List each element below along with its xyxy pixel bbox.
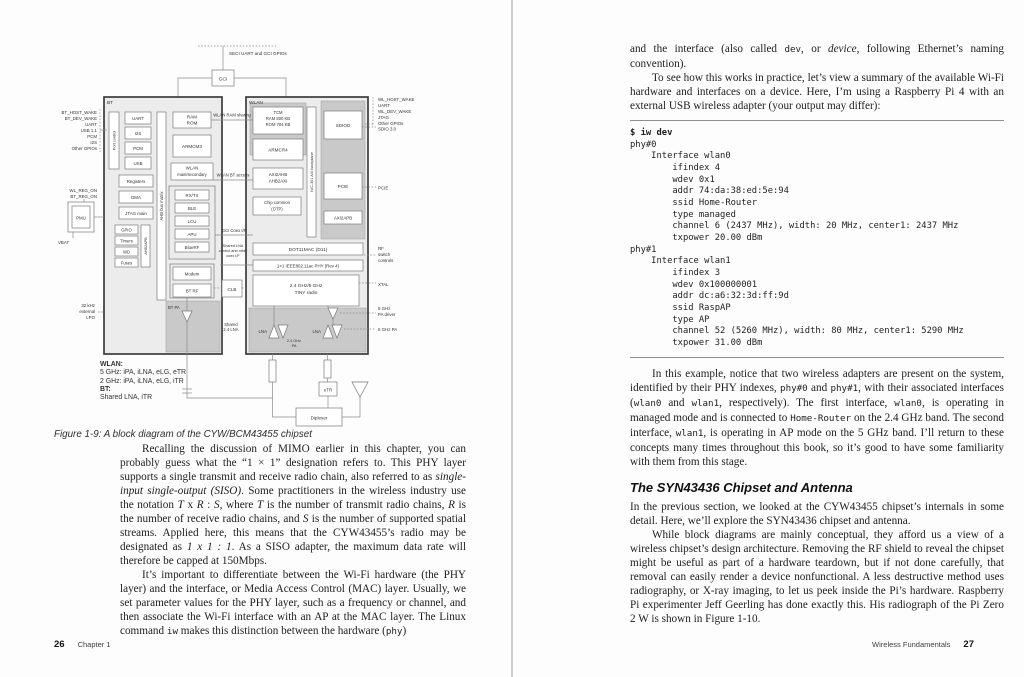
pin-other-gpios-right: Other GPIOs	[378, 121, 404, 126]
gci-box-label: GCI	[218, 77, 228, 83]
paragraph: To see how this works in practice, let’s view a summary of the available Wi-Fi hardware and interfaces on a device. Here, I’m using a Raspberry Pi 4 with an external USB wireless adapter (your output may differ):	[630, 72, 1004, 112]
right-page-footer	[872, 639, 974, 650]
rxtx-box: RX/TX	[185, 193, 199, 198]
ahb2apb-label: AHB2APB	[144, 237, 148, 255]
resistor-icon	[269, 360, 276, 382]
pin-sdio30: SDIO 3.0	[378, 126, 397, 132]
pin-xtal: XTAL	[378, 282, 389, 287]
right-page	[512, 0, 1024, 677]
uart-box: UART	[132, 116, 144, 121]
paragraph: In the previous section, we looked at the CYW43455 chipset’s internals in some detail. Here, we’ll explore the SYN43436 chipset and antenna.	[630, 501, 1004, 528]
gpio-box: GPIO	[121, 227, 132, 233]
pcm-box: PCM	[133, 146, 143, 151]
left-page-footer	[54, 639, 111, 650]
gci-section	[178, 46, 287, 97]
radio-label2: TINY radio	[294, 291, 318, 296]
chapter-label: Chapter 1	[77, 640, 111, 649]
antenna-icon	[352, 382, 368, 397]
bluerf-box: BlueRF	[184, 245, 200, 250]
pin-wl-reg-on: WL_REG_ON	[69, 188, 97, 193]
pin-pa-driver1: 5 GHz	[378, 306, 391, 311]
dma-box: DMA	[131, 195, 141, 200]
nic301-backplane-label: NIC-301 AXI backplane	[310, 152, 314, 192]
ram-label: RAM	[186, 114, 198, 120]
wlan-main-label1: WLAN	[185, 165, 199, 171]
clb-box: CLB	[227, 287, 237, 292]
shared-24-lna-label2: 2.4 LNA	[223, 327, 239, 332]
pin-i2s: I2S	[90, 140, 97, 145]
legend-wlan-5ghz: 5 GHz: iPA, iLNA, eLG, eTR	[100, 369, 187, 377]
legend-bt-title: BT:	[100, 385, 111, 393]
seci-label: SECI UART and GCI GPIOs	[229, 51, 287, 56]
pin-other-gpios-left: Other GPIOs	[71, 146, 97, 151]
chip-common-label2: (OTP)	[271, 206, 283, 212]
usb-box: USB	[133, 161, 143, 166]
fuses-box: Fuses	[120, 260, 133, 266]
ble-box: BLE	[187, 206, 197, 211]
tcm-label1: TCM	[273, 110, 283, 115]
lna-label-24: LNA	[258, 329, 267, 334]
pin-bt-host-wake: BT_HOST_WAKE	[61, 110, 97, 115]
bt-block-title: BT	[107, 101, 114, 106]
wlan-main-label2: main/secondary	[177, 172, 207, 177]
wlan-ram-sharing-label: WLAN RAM sharing	[213, 112, 251, 118]
modem-box: Modem	[184, 271, 200, 277]
pin-jtag: JTAG	[378, 115, 389, 120]
diplexer-box: Diplexer	[310, 415, 328, 421]
pin-rf-switch3: controls	[378, 258, 394, 263]
page-number: 26	[54, 639, 65, 650]
bt-block	[104, 97, 222, 354]
pin-lpo2: external	[79, 309, 95, 314]
chip-common-label1: Chip common	[264, 200, 290, 205]
section-heading: The SYN43436 Chipset and Antenna	[630, 480, 853, 496]
pin-usb11: USB 1.1	[80, 128, 97, 133]
rom-label: ROM	[186, 120, 198, 126]
pin-rf-switch1: RF	[378, 246, 384, 251]
armcr4-box: ARMCR4	[268, 147, 288, 153]
left-external-pins	[58, 109, 107, 320]
paragraph: In this example, notice that two wireless adapters are present on the system, identified by their PHY indexes, phy#0 and phy#1, with their associated interfaces (wlan0 and wlan1, respectively). The first interface, wlan0, is operating in managed mode and is connected to Home-Router on the 2.4 GHz band. The second interface, wlan1, is operating in AP mode on the 5 GHz band. I’ll return to these concepts many times throughout this book, so it’s good to have some familiarity with them from this stage.	[630, 368, 1005, 469]
wlan-block	[246, 97, 368, 354]
tcm-label2: RAM 800 KB	[265, 116, 291, 121]
page-gutter	[511, 0, 513, 677]
armcm3-box: ARMCM3	[182, 144, 202, 149]
pin-pcie: PCIE	[378, 185, 389, 191]
paragraph: While block diagrams are mainly conceptual, they afford us a view of a wireless chipset’s design architecture. Removing the RF shield to reveal the chipset might be useful as part of a hardware teardown, but if not done carefully, that removal can easily render a device nonfunctional. A less destructive method uses radiography, or X-ray imaging, to let us peek inside the Pi’s hardware. Raspberry Pi experimenter Jeff Geerling has done exactly this. His radiograph of the Pi Zero 2 W is shown in Figure 1-10.	[630, 529, 1004, 626]
pcie-box: PCIE	[337, 184, 349, 189]
pin-rf-switch2: switch	[378, 252, 391, 257]
port-control-label: Port control	[112, 130, 117, 151]
lcu-box: LCU	[187, 219, 197, 224]
pin-uart-right: UART	[378, 103, 390, 108]
legend-bt-line: Shared LNA, iTR	[100, 394, 153, 402]
tcm-label3: ROM 704 KB	[265, 122, 291, 127]
pin-pa-driver2: PA driver	[378, 312, 396, 317]
pa24-label2: PA	[291, 344, 297, 348]
wlan-bt-access-label: WLAN BT access	[216, 172, 250, 178]
axi2ahb-label2: AHB2AXI	[268, 178, 288, 184]
pin-bt-reg-on: BT_REG_ON	[70, 194, 97, 199]
resistor-icon	[324, 360, 331, 378]
rf-front-end	[182, 354, 368, 426]
radio-label1: 2.4 GHz/5 GHz	[289, 284, 323, 289]
pin-bt-dev-wake: BT_DEV_WAKE	[64, 116, 97, 121]
gci-coex-label: GCI Coex I/F	[221, 228, 247, 233]
paragraph: Recalling the discussion of MIMO earlier in this chapter, you can probably guess what the “1 × 1” designation refers to. This PHY layer supports a single transmit and receive radio chain, also referred to as single-input single-output (SISO). Some practitioners in the wireless industry use the notation T x R : S, where T is the number of transmit radio chains, R is the number of receive radio chains, and S is the number of supported spatial streams. Applied here, this means that the CYW43455’s radio may be designated as 1 x 1 : 1. As a SISO adapter, the maximum data rate will therefore be capped at 150Mbps.	[120, 443, 467, 567]
axi2apb-wlan-box: AXI2APB	[333, 215, 353, 221]
axi2ahb-label1: AXI2AHB	[268, 172, 288, 177]
pin-uart: UART	[85, 122, 97, 127]
legend-wlan-2ghz: 2 GHz: iPA, iLNA, eLG, iTR	[100, 377, 184, 385]
pin-pcm: PCM	[87, 134, 97, 139]
pin-lpo1: 32 kHz	[81, 303, 95, 308]
pmu-box: PMU	[76, 215, 86, 221]
pa24-label1: 2.4 GHz	[287, 339, 301, 343]
etr-box: eTR	[323, 387, 333, 393]
shared-lna-label3: coex I/F	[226, 254, 240, 258]
phy-row-box: 1×1 IEEE802.11ac PHY (Rev 4)	[276, 263, 340, 269]
shared-lna-label1: Shared LNA	[222, 244, 244, 248]
shared-24-lna-label1: Shared	[224, 322, 238, 327]
pin-pa5: 5 GHz PA	[378, 327, 398, 332]
lna-label-5: LNA	[312, 329, 321, 334]
terminal-listing: $ iw dev phy#0 Interface wlan0 ifindex 4 wdev 0x1 addr 74:da:38:ed:5e:94 ssid Home-Router type managed channel 6 (2437 MHz), width: 20 MHz, center1: 2437 MHz txpower 20.00 dBm phy#1 Interface wlan1 ifindex 3 wdev 0x100000001 addr dc:a6:32:3d:ff:9d ssid RaspAP type AP channel 52 (5260 MHz), width: 80 MHz, center1: 5290 MHz txpower 31.00 dBm	[630, 120, 1004, 358]
paragraph: and the interface (also called dev, or device, following Ethernet’s naming convention).	[630, 43, 1004, 70]
figure-caption: Figure 1-9: A block diagram of the CYW/BCM43455 chipset	[54, 429, 312, 440]
shared-lna-label2: control and other	[218, 249, 248, 253]
page-number: 27	[963, 639, 974, 650]
pin-wl-host-wake: WL_HOST_WAKE	[378, 97, 415, 102]
pin-vbat: VBAT	[58, 240, 70, 245]
paragraph: It’s important to differentiate between the Wi-Fi hardware (the PHY layer) and the interface, or Media Access Control (MAC) layer. Usually, we set parameter values for the PHY layer, such as a frequency or channel, and then associate the Wi-Fi interface with an AP at the MAC layer. The Linux command iw makes this distinction between the hardware (phy)	[120, 569, 466, 637]
figure-legend	[100, 361, 186, 402]
i2s-box: I2S	[134, 131, 142, 136]
legend-wlan-title: WLAN:	[100, 361, 123, 368]
jtag-main-box: JTAG main	[125, 211, 147, 216]
section-label: Wireless Fundamentals	[872, 640, 951, 649]
pin-lpo3: LPO	[86, 315, 95, 320]
timers-box: Timers	[120, 238, 133, 244]
right-body-text	[630, 42, 1004, 626]
apu-box: APU	[187, 232, 197, 237]
sdiod-box: SDIOD	[335, 123, 351, 128]
bt-pa-label: BT PA	[168, 305, 180, 310]
bt-rf-box: BT RF	[185, 288, 199, 294]
registers-box: Registers	[126, 179, 146, 184]
ahb-bus-matrix-label: AHB bus matrix	[159, 191, 164, 221]
left-body-text	[120, 442, 466, 639]
dot11mac-box: DOT11MAC (D11)	[288, 248, 328, 253]
pin-wl-dev-wake: WL_DEV_WAKE	[378, 109, 412, 114]
wd-box: WD	[123, 249, 130, 255]
wlan-block-title: WLAN	[249, 101, 263, 106]
